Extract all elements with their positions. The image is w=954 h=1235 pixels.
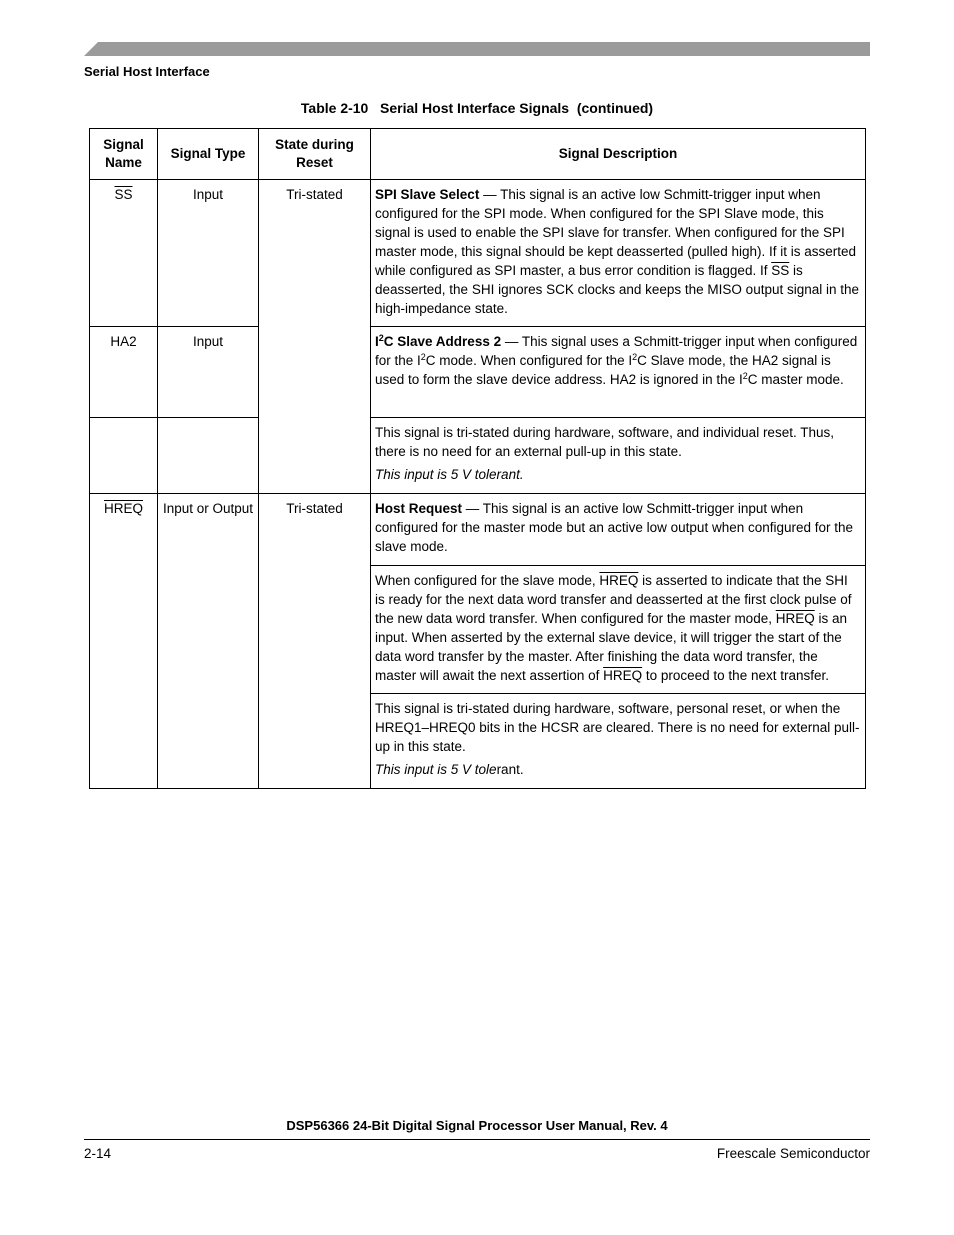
table-row-ss bbox=[90, 180, 866, 327]
header-signal-name: Signal Name bbox=[90, 129, 158, 180]
signal-name-ss: $\overline{SS}$ bbox=[114, 187, 133, 202]
cell-description-ss: SPI Slave Select — This signal is an active low Schmitt-trigger input when configured for the SPI mode. When configured for the SPI Slave mode, this signal is used to enable the SPI slave for transfer. When configured for the SPI master mode, this signal should be kept deasserted (pulled high). If it is asserted while configured as SPI master, a bus error condition is flagged. If $\overline{SS}$ is deasserted, the SHI ignores SCK clocks and keeps the MISO output signal in the high-impedance state. bbox=[371, 180, 866, 327]
table-header-row bbox=[90, 129, 866, 180]
table-row-tristate-note bbox=[90, 418, 866, 494]
cell-description-note: This signal is tri-stated during hardware, software, and individual reset. Thus, there is no need for an external pull-up in this state. This input is 5 V tolerant. bbox=[371, 418, 866, 494]
cell-empty bbox=[158, 418, 259, 494]
cell-signal-type: Input bbox=[158, 180, 259, 327]
footer-company: Freescale Semiconductor bbox=[716, 1146, 870, 1161]
tolerance-note: This input is 5 V tolerant. bbox=[375, 762, 524, 777]
footer-title: DSP56366 24-Bit Digital Signal Processor User Manual, Rev. 4 bbox=[286, 1118, 668, 1133]
page-number: 2-14 bbox=[84, 1146, 112, 1161]
signal-name-hreq: HREQ bbox=[103, 501, 143, 516]
footer-divider bbox=[84, 1139, 870, 1140]
table-title: Table 2-10 Serial Host Interface Signals (continued) bbox=[300, 100, 654, 116]
running-header: Serial Host Interface bbox=[84, 64, 210, 79]
table-row-hreq bbox=[90, 494, 866, 566]
cell-description-hreq-modes: When configured for the slave mode, HREQ is asserted to indicate that the SHI is ready for the next data word transfer and deasserted at the first clock pulse of the new data word transfer. When configured for the master mode, HREQ is an input. When asserted by the external slave device, it will trigger the start of the data word transfer by the master. After finishing the data word transfer, the master will await the next assertion of HREQ to proceed to the next transfer. bbox=[371, 566, 866, 694]
cell-state-during-reset: Tri-stated bbox=[259, 180, 371, 494]
cell-description-hreq-reset: This signal is tri-stated during hardware, software, personal reset, or when the HREQ1–HREQ0 bits in the HCSR are cleared. There is no need for external pull-up in this state. This input is 5 V tolerant. bbox=[371, 694, 866, 789]
cell-signal-name: HA2 bbox=[90, 327, 158, 418]
cell-signal-name bbox=[90, 180, 158, 327]
cell-signal-type: Input bbox=[158, 327, 259, 418]
cell-description-ha2: $I^2C$ Slave Address 2 — This signal uses a Schmitt-trigger input when configured for the $I^2C$ mode. When configured for the $I^2C$ Slave mode, the HA2 signal is used to form the slave device address. HA2 is ignored in the $I^2C$ master mode. bbox=[371, 327, 866, 418]
header-bar bbox=[84, 42, 870, 56]
cell-signal-type: Input or Output bbox=[158, 494, 259, 789]
cell-description-hreq: Host Request — This signal is an active low Schmitt-trigger input when configured for the master mode but an active low output when configured for the slave mode. bbox=[371, 494, 866, 566]
cell-state-during-reset: Tri-stated bbox=[259, 494, 371, 789]
table-row-ha2 bbox=[90, 327, 866, 418]
tolerance-note: This input is 5 V tolerant. bbox=[375, 467, 524, 482]
cell-empty bbox=[90, 418, 158, 494]
header-state-during-reset: State during Reset bbox=[259, 129, 371, 180]
cell-signal-name bbox=[90, 494, 158, 789]
header-signal-type: Signal Type bbox=[158, 129, 259, 180]
header-signal-description: Signal Description bbox=[371, 129, 866, 180]
signals-table bbox=[89, 128, 866, 789]
